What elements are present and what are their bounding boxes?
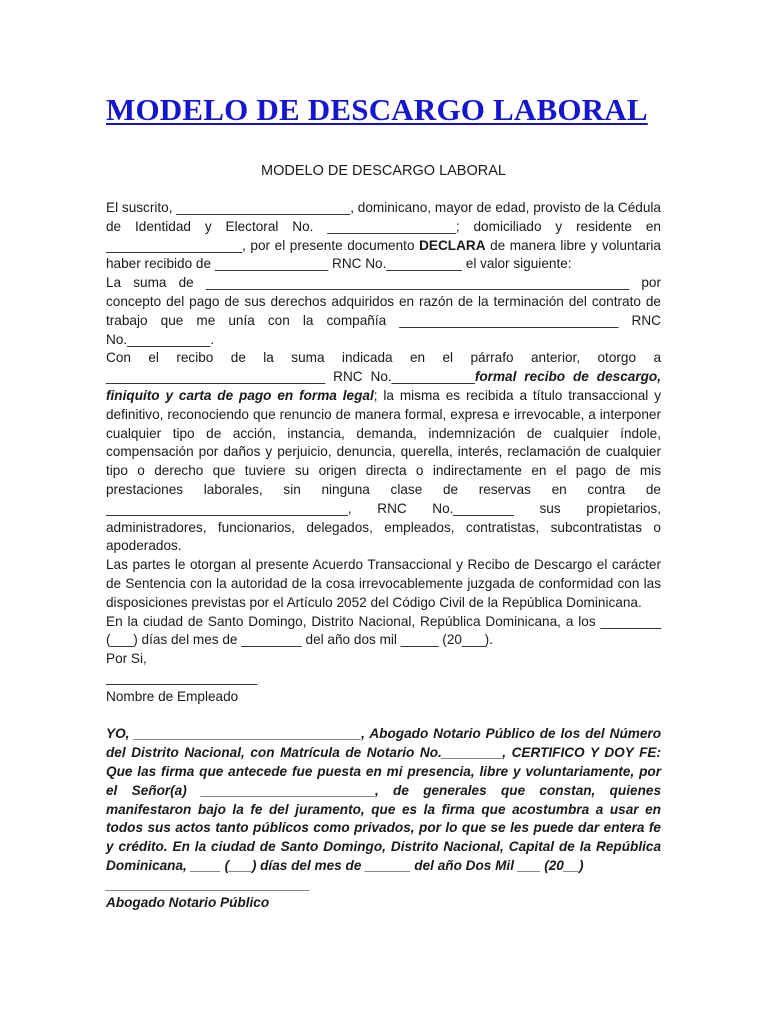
p3-bold-text: formal recibo de descargo, finiquito y carta de pago en forma legal (106, 369, 661, 403)
subtitle: MODELO DE DESCARGO LABORAL (261, 163, 506, 179)
signature-line-notary: ___________________________ (106, 876, 311, 892)
declara-word: DECLARA (419, 237, 486, 253)
notary-text-d: , Capital de la República Dominicana, ____ (___) días del mes de ______ del año Dos Mil ___ (20__) (106, 839, 662, 873)
spacer (106, 707, 661, 726)
notary-text-b: , con Matrícula de Notario No.________, CERTIFICO Y DOY FE: Que las firma que antecede fue puesta en mi presencia, libre y voluntariamente, por el Señor(a) _______________________, de generales que constan, quienes manifestaron bajo la fe del juramento, que es la firma que acostumbra a usar en todos sus actos tanto públicos como privados, por lo que se les puede dar entera fe y crédito. En la ciudad de Santo Domingo (106, 745, 662, 855)
notary-text-a: YO, ______________________________, Abogado Notario Público de los del Número del Distrito Nacional (106, 726, 661, 761)
paragraph-declaration (106, 199, 661, 274)
p3-text-a: Con el recibo de la suma indicada en el párrafo anterior, otorgo a _____________________________ RNC No.___________ (106, 350, 661, 385)
paragraph-receipt (106, 349, 661, 556)
p1-text-b: de manera libre y voluntaria haber recibido de _______________ RNC No.__________ el valor siguiente: (106, 237, 661, 272)
paragraph-notary (106, 725, 661, 875)
document-body (106, 199, 661, 913)
p1-text-a: El suscrito, _______________________, dominicano, mayor de edad, provisto de la Cédula de Identidad y Electoral No. _________________; domiciliado y residente en __________________, por el presente documento (106, 200, 661, 253)
employee-name-label: Nombre de Empleado (106, 688, 239, 704)
main-title-link[interactable]: MODELO DE DESCARGO LABORAL (106, 92, 648, 127)
paragraph-place-date: En la ciudad de Santo Domingo, Distrito Nacional, República Dominicana, a los ________ (___) días del mes de ________ del año dos mil _____ (20___). (106, 613, 661, 648)
por-si-label: Por Si, (106, 651, 147, 667)
notary-title-label: Abogado Notario Público (106, 895, 270, 911)
notary-text-c: , Distrito Nacional (382, 839, 501, 855)
paragraph-amount: La suma de ________________________________________________________ por concepto del pago de sus derechos adquiridos en razón de la terminación del contrato de trabajo que me unía con la compañía _____________________________ RNC No.___________. (106, 275, 661, 347)
paragraph-sentence: Las partes le otorgan al presente Acuerdo Transaccional y Recibo de Descargo el carácter de Sentencia con la autoridad de la cosa irrevocablemente juzgada de conformidad con las disposiciones previstas por el Artículo 2052 del Código Civil de la República Dominicana. (106, 557, 661, 610)
signature-line-employee: ____________________ (106, 669, 258, 685)
p3-text-b: ; la misma es recibida a título transaccional y definitivo, reconociendo que renuncio de manera formal, expresa e irrevocable, a interponer cualquier tipo de acción, instancia, demanda, indemnización de cualquier índole, compensación por daños y perjuicio, denuncia, querella, interés, reclamación de cualquier tipo o derecho que tuviere su origen directa o indirectamente en el pago de mis prestaciones laborales, sin ninguna clase de reservas en contra de ________________________________, RNC No.________ sus propietarios, administradores, funcionarios, delegados, empleados, contratistas, subcontratistas o apoderados. (106, 387, 661, 554)
